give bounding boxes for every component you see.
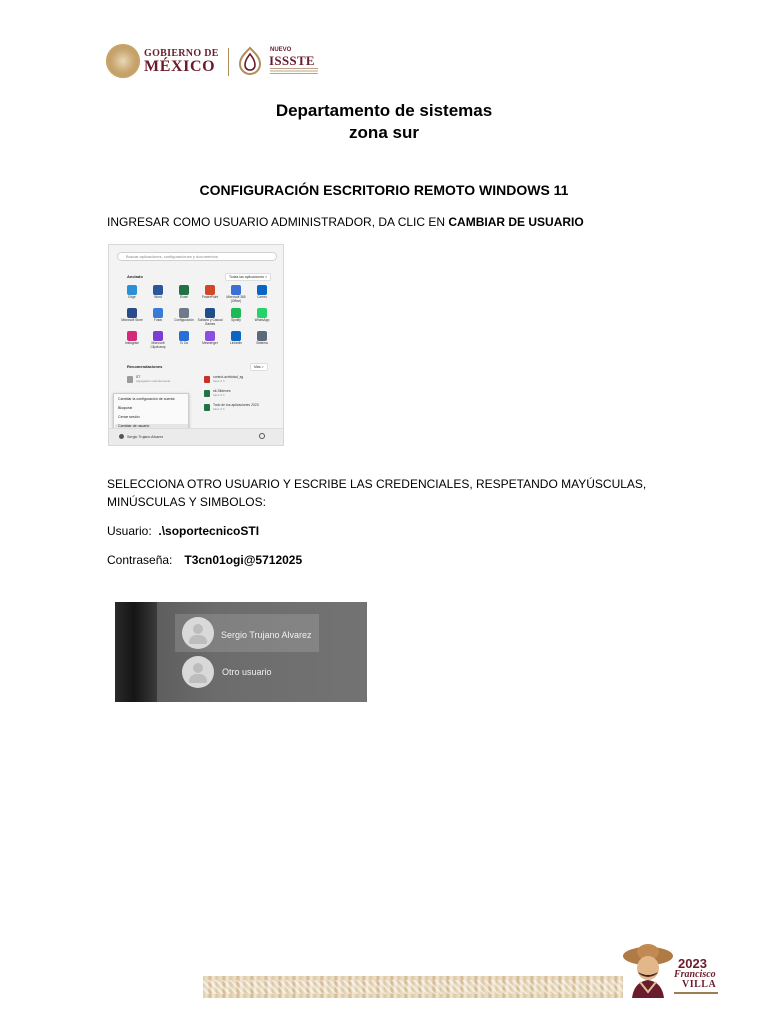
- app-label: Microsoft 365 (Office): [226, 295, 246, 303]
- pinned-app: [146, 285, 170, 307]
- step1-text: INGRESAR COMO USUARIO ADMINISTRADOR, DA CLIC EN: [107, 215, 449, 229]
- villa-name-first: Francisco: [674, 969, 716, 980]
- app-label: WhatsApp: [254, 318, 270, 322]
- login-screen-screenshot: [115, 602, 367, 702]
- app-icon: [257, 308, 267, 318]
- recommended-title: Todo de tus aplicaciones 2023: [213, 403, 259, 407]
- villa-portrait-icon: [622, 942, 674, 998]
- app-icon: [127, 331, 137, 341]
- app-icon: [179, 331, 189, 341]
- app-label: Messenger: [202, 341, 218, 345]
- step1-bold: CAMBIAR DE USUARIO: [448, 215, 584, 229]
- ctx-sign-out: Cerrar sesión: [118, 415, 140, 419]
- app-icon: [231, 308, 241, 318]
- pinned-app: [198, 285, 222, 307]
- recommended-title: sit-Slidenes: [213, 389, 231, 393]
- step2-instruction-line2: MINÚSCULAS Y SIMBOLOS:: [107, 495, 266, 509]
- app-icon: [127, 285, 137, 295]
- issste-emblem-icon: [236, 46, 264, 76]
- recommended-subtitle: Agregados recientemente: [136, 379, 171, 383]
- villa-underline: [674, 992, 718, 994]
- recommended-label: Recomendaciones: [127, 364, 163, 369]
- department-title: Departamento de sistemas: [275, 101, 493, 120]
- user-label: Usuario:: [107, 524, 152, 538]
- app-label: Microsoft Clipchamp: [150, 341, 166, 349]
- file-icon: [127, 376, 133, 383]
- password-value: T3cn01ogi@5712025: [184, 553, 303, 567]
- app-icon: [153, 331, 163, 341]
- app-label: To Do: [179, 341, 189, 345]
- more-button: Más >: [250, 363, 268, 371]
- app-label: Spotify: [231, 318, 241, 322]
- password-label: Contraseña:: [107, 553, 173, 567]
- recommended-item: [204, 403, 274, 415]
- gobierno-logo-line1: GOBIERNO DE: [144, 48, 219, 59]
- monitor-edge: [115, 602, 157, 702]
- app-label: PowerPoint: [201, 295, 219, 299]
- app-label: Fotos: [154, 318, 162, 322]
- pinned-app: [120, 331, 144, 353]
- pinned-app: [224, 331, 248, 353]
- user-credential-row: [107, 523, 259, 540]
- pinned-app: [224, 308, 248, 330]
- user-icon: [119, 434, 124, 439]
- gobierno-de-mexico-logo: [106, 44, 220, 80]
- power-icon: [259, 433, 265, 439]
- login-other-user: Otro usuario: [222, 667, 272, 677]
- app-icon: [231, 331, 241, 341]
- app-label: Solitario y Casual Games: [197, 318, 223, 326]
- pinned-app: [250, 285, 274, 307]
- recommended-subtitle: hace 4 h: [213, 407, 225, 411]
- issste-name: ISSSTE: [269, 53, 315, 68]
- step2-instruction-line1: SELECCIONA OTRO USUARIO Y ESCRIBE LAS CREDENCIALES, RESPETANDO MAYÚSCULAS,: [107, 477, 647, 491]
- all-apps-button: Todas las aplicaciones >: [225, 273, 271, 281]
- app-icon: [205, 285, 215, 295]
- issste-tag: NUEVO: [270, 47, 292, 53]
- app-icon: [127, 308, 137, 318]
- zone-title: zona sur: [349, 123, 419, 142]
- pinned-app: [172, 285, 196, 307]
- app-label: Correo: [257, 295, 267, 299]
- file-icon: [204, 404, 210, 411]
- recommended-title: control-actividad_sg: [213, 375, 244, 379]
- app-icon: [153, 285, 163, 295]
- app-icon: [153, 308, 163, 318]
- step1-instruction: [107, 214, 584, 231]
- pinned-label: Anclado: [127, 274, 143, 279]
- pinned-app: [250, 308, 274, 330]
- villa-name-last: VILLA: [682, 979, 717, 990]
- user-value: .\soportecnicoSTI: [158, 524, 260, 538]
- issste-tagline: [270, 68, 318, 75]
- recommended-item: [204, 375, 274, 387]
- document-heading: CONFIGURACIÓN ESCRITORIO REMOTO WINDOWS 11: [199, 182, 569, 198]
- pinned-app: [198, 308, 222, 330]
- ctx-lock: Bloquear: [118, 406, 133, 410]
- app-icon: [179, 285, 189, 295]
- app-label: Edge: [128, 295, 136, 299]
- user1-avatar-icon: [182, 617, 214, 649]
- account-context-menu: [113, 393, 189, 431]
- recommended-subtitle: hace 2 h: [213, 379, 225, 383]
- pinned-app: [120, 308, 144, 330]
- start-search-input: Buscar aplicaciones, configuraciones y documentos: [117, 252, 277, 261]
- password-credential-row: [107, 552, 302, 569]
- mexico-seal-icon: [106, 44, 140, 78]
- file-icon: [204, 376, 210, 383]
- app-label: Configuración: [174, 318, 194, 322]
- start-menu-screenshot: [108, 244, 284, 446]
- app-icon: [257, 331, 267, 341]
- pinned-app: [250, 331, 274, 353]
- app-label: Excel: [180, 295, 188, 299]
- footer-pattern-overlay: [203, 980, 623, 994]
- recommended-title: ST: [136, 375, 141, 379]
- issste-logo: [236, 46, 318, 78]
- current-user-name: Sergio Trujano Alvarez: [127, 435, 164, 439]
- file-icon: [204, 390, 210, 397]
- logo-divider: [228, 48, 229, 76]
- app-icon: [205, 308, 215, 318]
- francisco-villa-logo: [620, 940, 720, 1000]
- login-user1-name: Sergio Trujano Alvarez: [221, 630, 312, 640]
- pinned-app: [146, 331, 170, 353]
- app-label: Word: [154, 295, 162, 299]
- app-label: Sistema: [256, 341, 268, 345]
- pinned-app: [224, 285, 248, 307]
- pinned-app: [120, 285, 144, 307]
- app-label: Instagram: [124, 341, 140, 345]
- start-footer: [109, 428, 283, 445]
- recommended-item: [204, 389, 274, 401]
- pinned-app: [172, 331, 196, 353]
- app-icon: [205, 331, 215, 341]
- pinned-app: [198, 331, 222, 353]
- app-icon: [179, 308, 189, 318]
- pinned-app: [172, 308, 196, 330]
- recommended-subtitle: hace 3 h: [213, 393, 225, 397]
- pinned-app: [146, 308, 170, 330]
- recommended-item: [127, 375, 197, 387]
- app-label: Microsoft Store: [121, 318, 143, 322]
- app-label: LinkedIn: [229, 341, 243, 345]
- ctx-switch-user: Cambiar de usuario: [115, 424, 188, 428]
- user2-avatar-icon: [182, 656, 214, 688]
- app-icon: [231, 285, 241, 295]
- app-icon: [257, 285, 267, 295]
- gobierno-logo-line2: MÉXICO: [144, 58, 216, 75]
- villa-year: 2023: [678, 956, 707, 971]
- ctx-change-account-settings: Cambiar la configuración de cuenta: [118, 397, 175, 401]
